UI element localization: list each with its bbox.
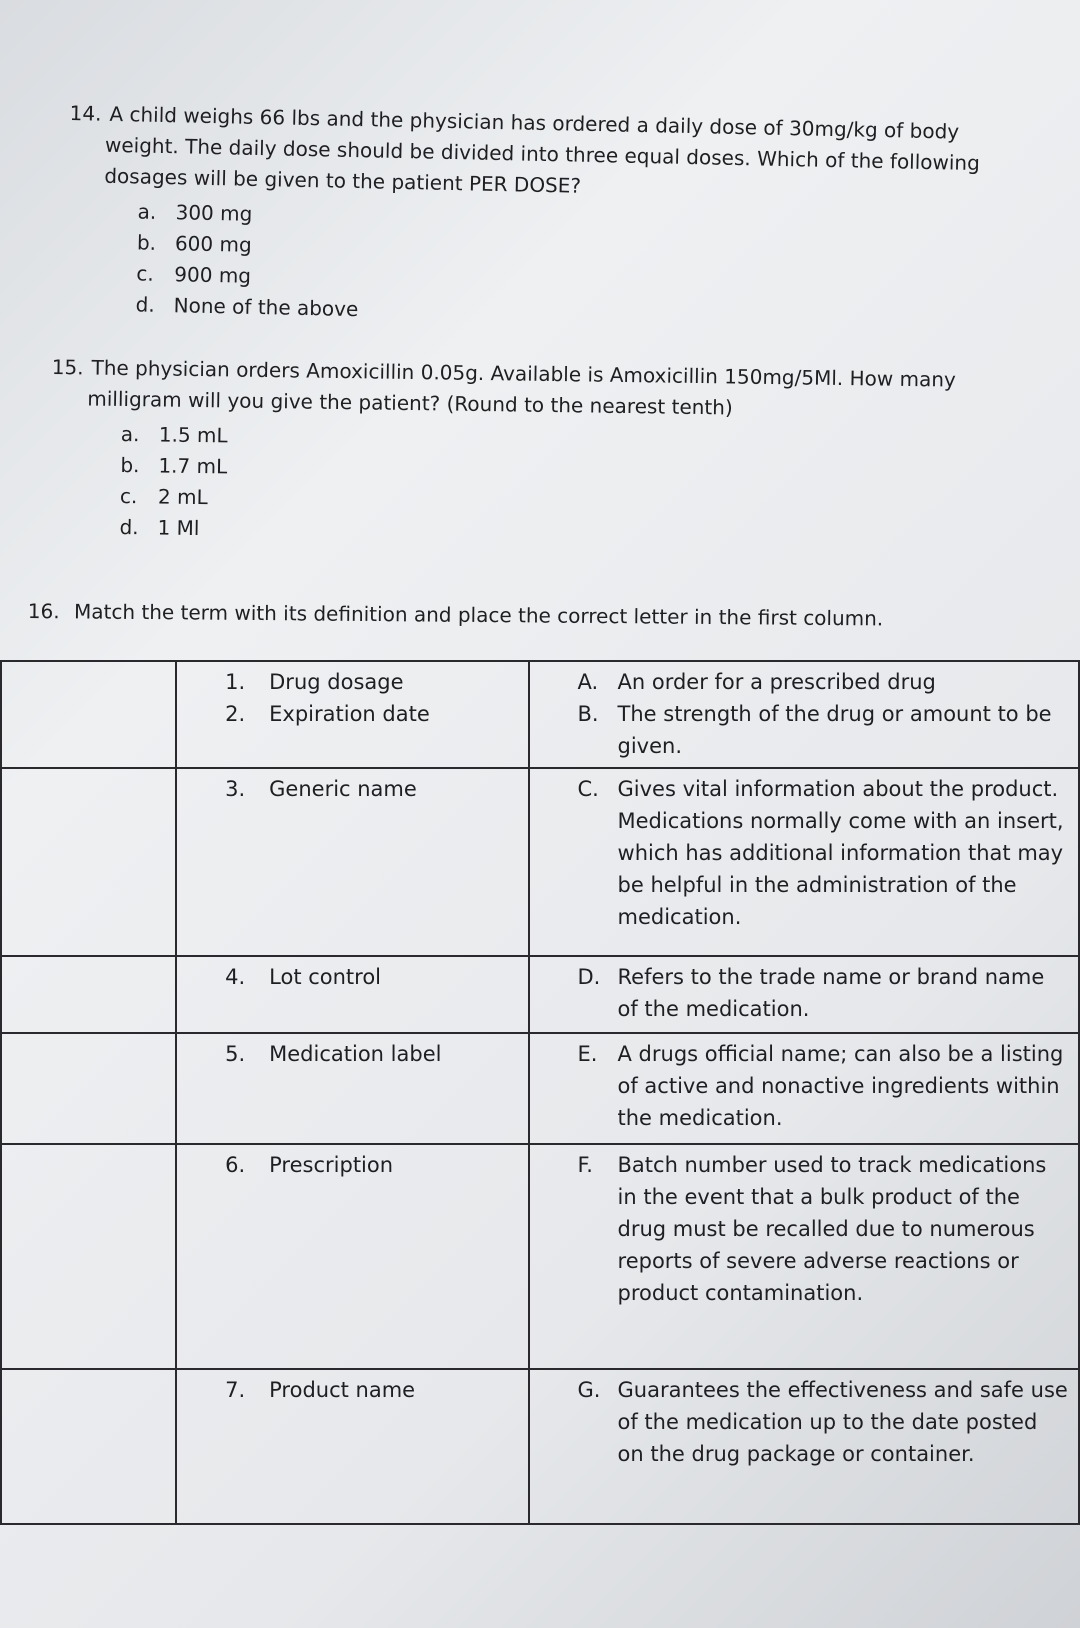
definition-letter: C. <box>577 777 599 802</box>
term-cell <box>176 956 528 1032</box>
term-cell <box>176 1033 528 1144</box>
definition-item <box>538 1149 1070 1309</box>
term-number: 7. <box>225 1378 246 1403</box>
definition-cell <box>529 956 1079 1032</box>
table-row <box>1 768 1079 956</box>
definition-cell <box>529 661 1079 768</box>
option-letter: c. <box>136 261 154 286</box>
question-stem <box>51 352 1012 427</box>
term-text: Product name <box>269 1378 416 1403</box>
term-text: Prescription <box>269 1153 394 1178</box>
answer-blank-cell[interactable] <box>1 1369 176 1524</box>
definition-letter: E. <box>577 1041 598 1066</box>
option-text: 900 mg <box>174 262 252 288</box>
definition-letter: B. <box>577 702 599 726</box>
term-number: 6. <box>225 1153 246 1178</box>
table-row <box>1 661 1079 768</box>
table-row <box>1 1144 1079 1369</box>
term-item <box>185 1374 519 1406</box>
term-item <box>185 698 519 730</box>
answer-blank-cell[interactable] <box>1 661 176 768</box>
answer-blank-cell[interactable] <box>1 768 176 956</box>
table-row <box>1 1369 1079 1524</box>
option-text: None of the above <box>173 293 359 322</box>
definition-letter: G. <box>577 1378 601 1403</box>
definition-item <box>538 1374 1070 1470</box>
definition-cell <box>529 768 1079 956</box>
term-item <box>185 1149 519 1181</box>
definition-text: Batch number used to track medications in the event that a bulk product of the drug must be recalled due to numerous reports of severe adverse reactions or product contamination. <box>617 1153 1047 1306</box>
option-letter: d. <box>119 514 139 540</box>
definition-text: Refers to the trade name or brand name of the medication. <box>617 965 1045 1022</box>
definition-text: Guarantees the effectiveness and safe use of the medication up to the date posted on the drug package or container. <box>617 1378 1068 1467</box>
question-stem <box>68 98 1010 211</box>
answer-options <box>135 196 1007 338</box>
option-letter: a. <box>120 421 140 447</box>
term-item <box>185 666 519 698</box>
definition-text: An order for a prescribed drug <box>617 670 936 694</box>
question-14 <box>65 98 1009 339</box>
option-letter: a. <box>137 199 157 224</box>
definition-text: A drugs official name; can also be a listing of active and nonactive ingredients within the medication. <box>617 1041 1064 1130</box>
term-number: 2. <box>225 702 246 726</box>
question-text: Match the term with its definition and place the correct letter in the first column. <box>73 599 884 631</box>
question-number: 16. <box>27 598 60 624</box>
definition-cell <box>529 1033 1079 1144</box>
term-item <box>185 773 519 805</box>
term-cell <box>176 1369 528 1524</box>
question-number: 14. <box>69 100 102 126</box>
table-row <box>1 956 1079 1032</box>
answer-blank-cell[interactable] <box>1 1144 176 1369</box>
definition-letter: D. <box>577 965 601 990</box>
answer-options <box>119 419 1011 555</box>
answer-blank-cell[interactable] <box>1 1033 176 1144</box>
term-number: 3. <box>225 777 246 802</box>
definition-cell <box>529 1144 1079 1369</box>
option-text: 600 mg <box>174 231 252 257</box>
term-number: 4. <box>225 965 246 990</box>
definition-text: The strength of the drug or amount to be given. <box>617 702 1052 758</box>
term-text: Lot control <box>269 965 382 990</box>
question-stem <box>28 596 1028 636</box>
term-number: 5. <box>225 1041 246 1066</box>
option-text: 2 mL <box>157 484 208 510</box>
option-letter: c. <box>119 483 138 509</box>
option-text: 1 Ml <box>157 515 200 541</box>
option-text: 1.5 mL <box>158 422 228 448</box>
matching-table <box>0 660 1080 1525</box>
definition-letter: A. <box>577 670 599 694</box>
definition-item <box>538 698 1070 762</box>
definition-text: Gives vital information about the product. Medications normally come with an insert, which has additional information that may be helpful in the administration of the medication. <box>617 777 1064 930</box>
term-number: 1. <box>225 670 246 694</box>
definition-cell <box>529 1369 1079 1524</box>
term-item <box>185 1038 519 1070</box>
option-text: 1.7 mL <box>158 453 228 479</box>
term-item <box>185 961 519 993</box>
term-cell <box>176 1144 528 1369</box>
option-letter: d. <box>135 292 156 317</box>
term-text: Medication label <box>269 1041 442 1066</box>
term-cell <box>176 661 528 768</box>
option-text: 300 mg <box>175 200 253 226</box>
definition-item <box>538 773 1070 933</box>
definition-item <box>538 1038 1070 1134</box>
definition-item <box>538 961 1070 1025</box>
answer-blank-cell[interactable] <box>1 956 176 1032</box>
term-cell <box>176 768 528 956</box>
term-text: Drug dosage <box>269 670 404 694</box>
definition-item <box>538 666 1070 698</box>
term-text: Generic name <box>269 777 417 802</box>
term-text: Expiration date <box>269 702 430 726</box>
option-letter: b. <box>120 452 140 478</box>
option-letter: b. <box>136 230 157 255</box>
question-text: A child weighs 66 lbs and the physician has ordered a daily dose of 30mg/kg of body weight. The daily dose should be divided into three equal doses. Which of the following dosages will be given to the patient PER DOSE? <box>104 101 981 198</box>
question-number: 15. <box>51 354 84 380</box>
question-text: The physician orders Amoxicillin 0.05g. Available is Amoxicillin 150mg/5Ml. How many milligram will you give the patient? (Round to the nearest tenth) <box>87 355 956 420</box>
table-row <box>1 1033 1079 1144</box>
question-15 <box>49 352 1012 555</box>
definition-letter: F. <box>577 1153 593 1178</box>
question-16 <box>28 596 1028 636</box>
